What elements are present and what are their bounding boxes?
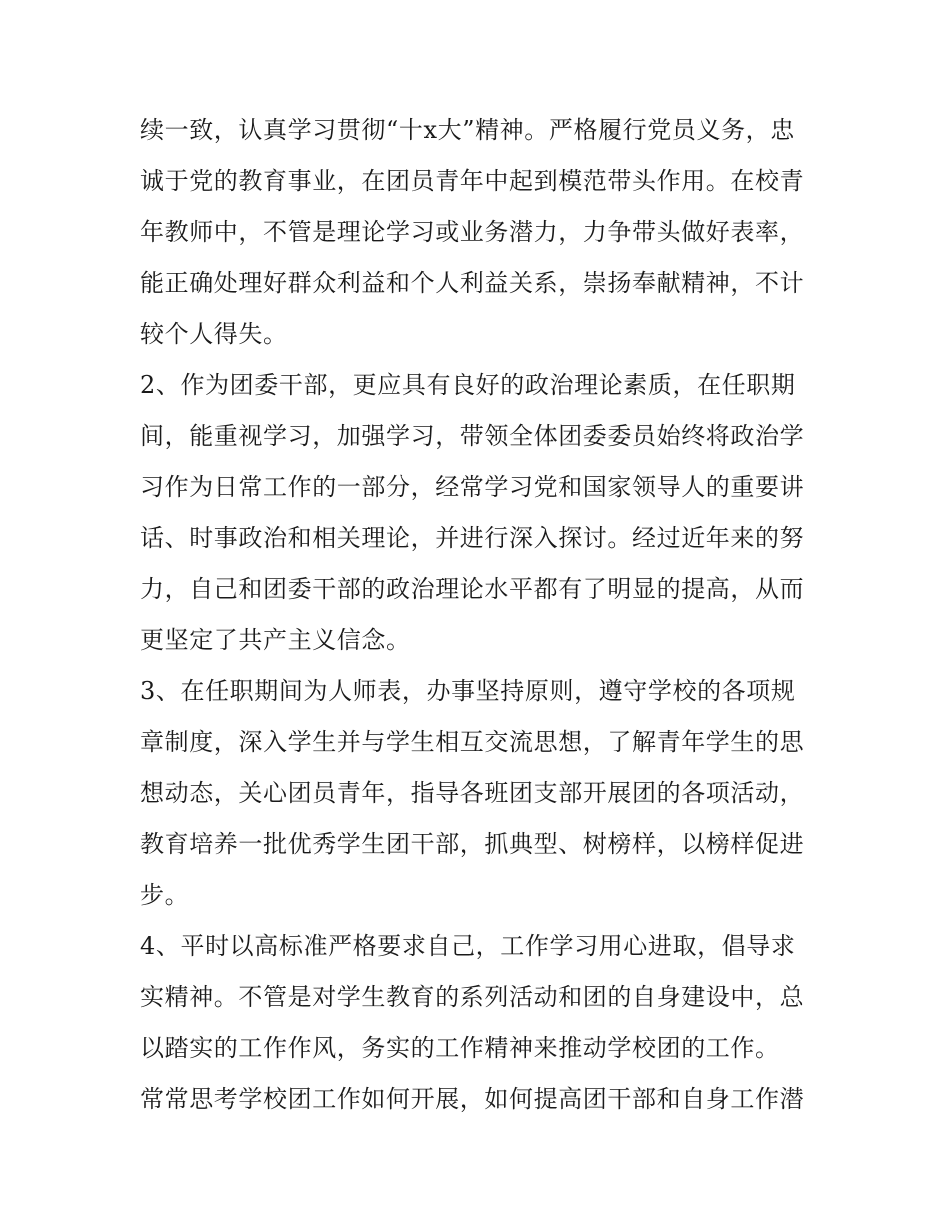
text-line: 4、平时以高标准严格要求自己，工作学习用心进取，倡导求 — [140, 932, 796, 960]
text-line: 较个人得失。 — [140, 320, 288, 348]
text-line: 诚于党的教育事业，在团员青年中起到模范带头作用。在校青 — [140, 167, 805, 195]
text-line: 间，能重视学习，加强学习，带领全体团委委员始终将政治学 — [140, 422, 805, 450]
text-line: 力，自己和团委干部的政治理论水平都有了明显的提高，从而 — [140, 575, 805, 603]
text-line: 更坚定了共产主义信念。 — [140, 626, 411, 654]
text-line: 常常思考学校团工作如何开展，如何提高团干部和自身工作潜 — [140, 1085, 805, 1113]
text-line: 能正确处理好群众利益和个人利益关系，崇扬奉献精神，不计 — [140, 269, 805, 297]
text-line: 习作为日常工作的一部分，经常学习党和国家领导人的重要讲 — [140, 473, 805, 501]
text-line: 步。 — [140, 881, 190, 909]
text-line: 话、时事政治和相关理论，并进行深入探讨。经过近年来的努 — [140, 524, 805, 552]
text-line: 教育培养一批优秀学生团干部，抓典型、树榜样，以榜样促进 — [140, 830, 805, 858]
text-line: 续一致，认真学习贯彻“十x大”精神。严格履行党员义务，忠 — [140, 116, 795, 144]
text-line: 章制度，深入学生并与学生相互交流思想，了解青年学生的思 — [140, 728, 805, 756]
text-line: 3、在任职期间为人师表，办事坚持原则，遵守学校的各项规 — [140, 677, 796, 705]
text-line: 年教师中，不管是理论学习或业务潜力，力争带头做好表率， — [140, 218, 805, 246]
text-line: 2、作为团委干部，更应具有良好的政治理论素质，在任职期 — [140, 371, 796, 399]
text-line: 实精神。不管是对学生教育的系列活动和团的自身建设中，总 — [140, 983, 805, 1011]
text-line: 以踏实的工作作风，务实的工作精神来推动学校团的工作。 — [140, 1034, 780, 1062]
body-text — [140, 105, 830, 1125]
text-line: 想动态，关心团员青年，指导各班团支部开展团的各项活动， — [140, 779, 805, 807]
